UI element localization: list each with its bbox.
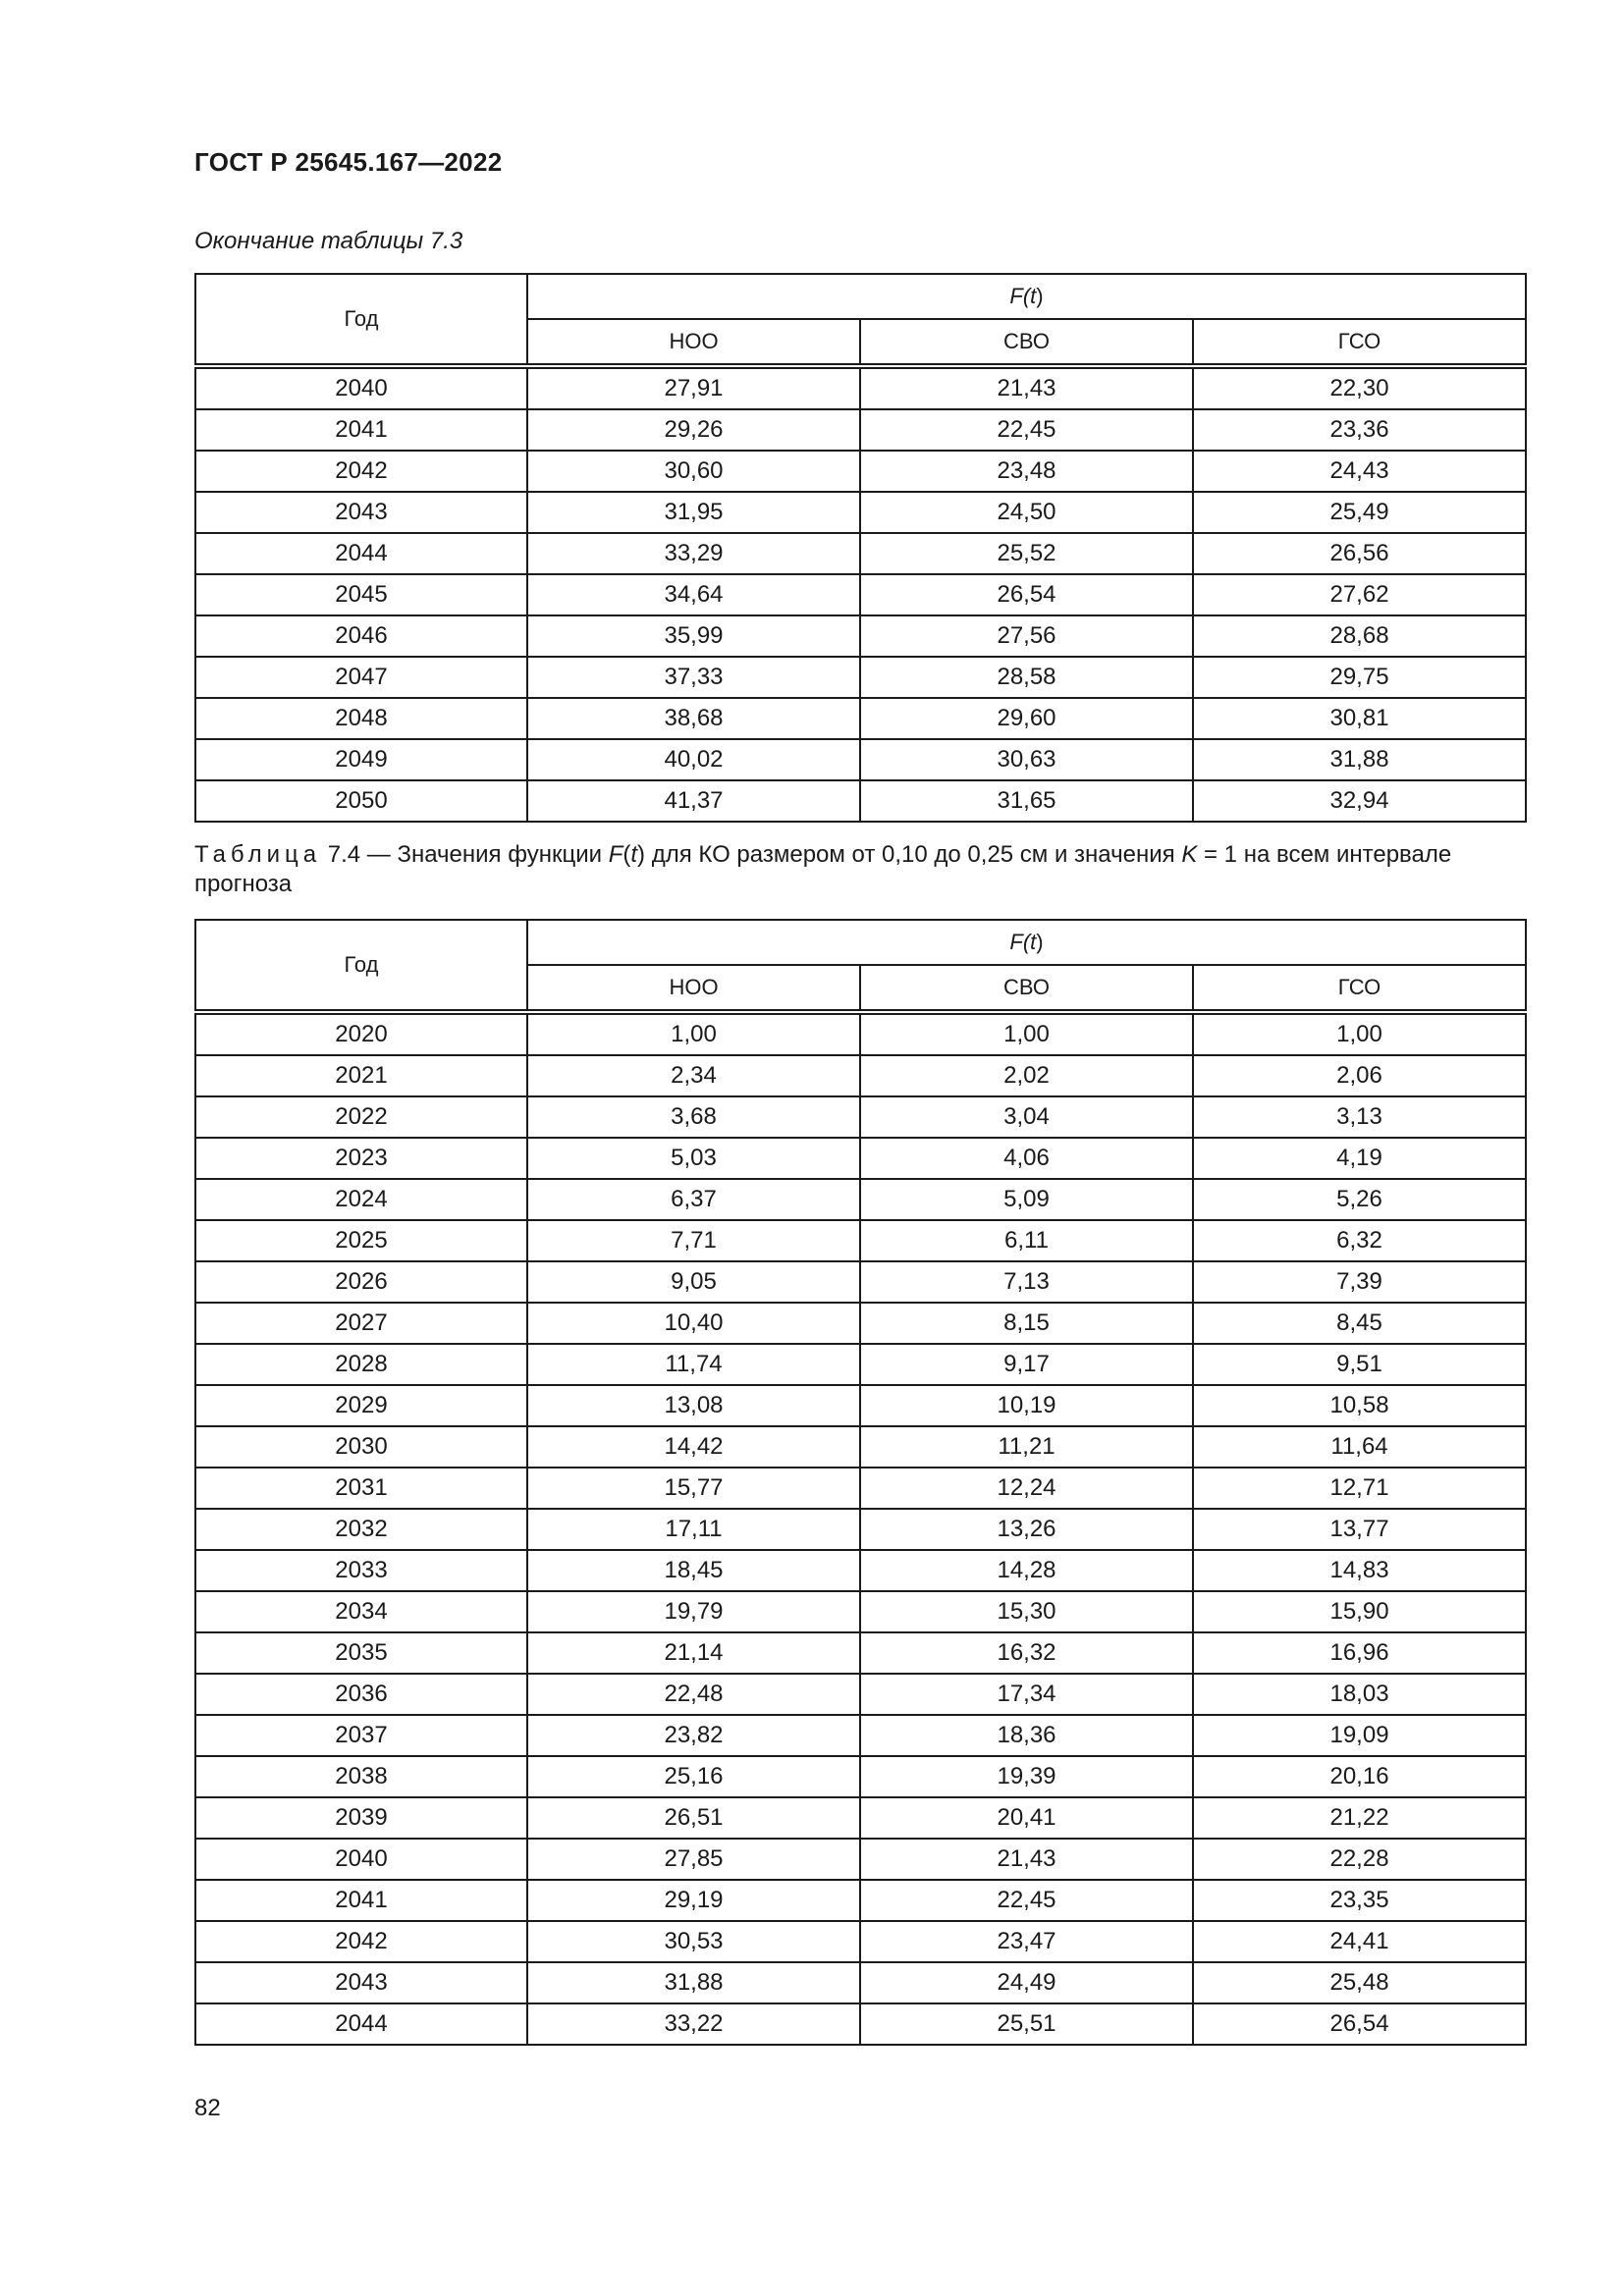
gso-value-cell: 18,03 — [1193, 1674, 1526, 1715]
table-row — [195, 451, 1526, 492]
year-cell: 2044 — [195, 2003, 527, 2045]
svo-value-cell: 26,54 — [860, 574, 1193, 615]
noo-value-cell: 19,79 — [527, 1591, 860, 1632]
year-cell: 2050 — [195, 780, 527, 822]
year-cell: 2036 — [195, 1674, 527, 1715]
svo-value-cell: 2,02 — [860, 1055, 1193, 1096]
table-7-4 — [194, 919, 1527, 2046]
column-header-svo: СВО — [860, 319, 1193, 366]
function-header: F(t) — [527, 920, 1526, 965]
noo-value-cell: 9,05 — [527, 1261, 860, 1303]
gso-value-cell: 25,49 — [1193, 492, 1526, 533]
svo-value-cell: 8,15 — [860, 1303, 1193, 1344]
gso-value-cell: 7,39 — [1193, 1261, 1526, 1303]
svo-value-cell: 14,28 — [860, 1550, 1193, 1591]
table-74-caption: Таблица 7.4 — Значения функции F(t) для КО размером от 0,10 до 0,25 см и значения K = 1 на всем интервале прогноза — [194, 841, 1452, 897]
gso-value-cell: 19,09 — [1193, 1715, 1526, 1756]
noo-value-cell: 34,64 — [527, 574, 860, 615]
noo-value-cell: 17,11 — [527, 1509, 860, 1550]
noo-value-cell: 10,40 — [527, 1303, 860, 1344]
year-column-header: Год — [195, 274, 527, 366]
year-cell: 2031 — [195, 1468, 527, 1509]
year-column-header: Год — [195, 920, 527, 1012]
svo-value-cell: 9,17 — [860, 1344, 1193, 1385]
table-row — [195, 533, 1526, 574]
svo-value-cell: 23,47 — [860, 1921, 1193, 1962]
gso-value-cell: 25,48 — [1193, 1962, 1526, 2003]
gso-value-cell: 24,41 — [1193, 1921, 1526, 1962]
year-cell: 2033 — [195, 1550, 527, 1591]
noo-value-cell: 30,60 — [527, 451, 860, 492]
year-cell: 2030 — [195, 1426, 527, 1468]
gso-value-cell: 16,96 — [1193, 1632, 1526, 1674]
table-row — [195, 698, 1526, 739]
noo-value-cell: 29,19 — [527, 1880, 860, 1921]
table-row — [195, 1055, 1526, 1096]
document-code: ГОСТ Р 25645.167—2022 — [194, 147, 503, 177]
noo-value-cell: 37,33 — [527, 657, 860, 698]
gso-value-cell: 1,00 — [1193, 1012, 1526, 1055]
noo-value-cell: 1,00 — [527, 1012, 860, 1055]
svo-value-cell: 31,65 — [860, 780, 1193, 822]
table-row — [195, 657, 1526, 698]
table-row — [195, 1756, 1526, 1797]
svo-value-cell: 16,32 — [860, 1632, 1193, 1674]
year-cell: 2044 — [195, 533, 527, 574]
gso-value-cell: 3,13 — [1193, 1096, 1526, 1138]
gso-value-cell: 22,30 — [1193, 366, 1526, 409]
svo-value-cell: 21,43 — [860, 366, 1193, 409]
table-row — [195, 615, 1526, 657]
year-cell: 2032 — [195, 1509, 527, 1550]
table-row — [195, 1632, 1526, 1674]
noo-value-cell: 7,71 — [527, 1220, 860, 1261]
gso-value-cell: 13,77 — [1193, 1509, 1526, 1550]
year-cell: 2039 — [195, 1797, 527, 1839]
noo-value-cell: 6,37 — [527, 1179, 860, 1220]
year-cell: 2042 — [195, 1921, 527, 1962]
svo-value-cell: 25,52 — [860, 533, 1193, 574]
gso-value-cell: 20,16 — [1193, 1756, 1526, 1797]
noo-value-cell: 27,91 — [527, 366, 860, 409]
noo-value-cell: 2,34 — [527, 1055, 860, 1096]
gso-value-cell: 23,35 — [1193, 1880, 1526, 1921]
year-cell: 2022 — [195, 1096, 527, 1138]
table-row — [195, 409, 1526, 451]
noo-value-cell: 3,68 — [527, 1096, 860, 1138]
noo-value-cell: 11,74 — [527, 1344, 860, 1385]
year-cell: 2038 — [195, 1756, 527, 1797]
noo-value-cell: 14,42 — [527, 1426, 860, 1468]
year-cell: 2048 — [195, 698, 527, 739]
svo-value-cell: 30,63 — [860, 739, 1193, 780]
svo-value-cell: 13,26 — [860, 1509, 1193, 1550]
table-row — [195, 1138, 1526, 1179]
page-number: 82 — [194, 2095, 221, 2121]
gso-value-cell: 32,94 — [1193, 780, 1526, 822]
noo-value-cell: 25,16 — [527, 1756, 860, 1797]
noo-value-cell: 35,99 — [527, 615, 860, 657]
noo-value-cell: 21,14 — [527, 1632, 860, 1674]
function-header: F(t) — [527, 274, 1526, 319]
svo-value-cell: 11,21 — [860, 1426, 1193, 1468]
table-row — [195, 1344, 1526, 1385]
year-cell: 2040 — [195, 1839, 527, 1880]
table-row — [195, 1012, 1526, 1055]
noo-value-cell: 31,95 — [527, 492, 860, 533]
noo-value-cell: 22,48 — [527, 1674, 860, 1715]
gso-value-cell: 11,64 — [1193, 1426, 1526, 1468]
noo-value-cell: 5,03 — [527, 1138, 860, 1179]
year-cell: 2021 — [195, 1055, 527, 1096]
year-cell: 2034 — [195, 1591, 527, 1632]
gso-value-cell: 4,19 — [1193, 1138, 1526, 1179]
year-cell: 2045 — [195, 574, 527, 615]
table-row — [195, 1715, 1526, 1756]
table-row — [195, 1385, 1526, 1426]
gso-value-cell: 9,51 — [1193, 1344, 1526, 1385]
svo-value-cell: 25,51 — [860, 2003, 1193, 2045]
svo-value-cell: 5,09 — [860, 1179, 1193, 1220]
gso-value-cell: 6,32 — [1193, 1220, 1526, 1261]
noo-value-cell: 40,02 — [527, 739, 860, 780]
noo-value-cell: 30,53 — [527, 1921, 860, 1962]
gso-value-cell: 26,54 — [1193, 2003, 1526, 2045]
year-cell: 2035 — [195, 1632, 527, 1674]
gso-value-cell: 30,81 — [1193, 698, 1526, 739]
table-row — [195, 1220, 1526, 1261]
svo-value-cell: 10,19 — [860, 1385, 1193, 1426]
svo-value-cell: 23,48 — [860, 451, 1193, 492]
year-cell: 2041 — [195, 1880, 527, 1921]
table-row — [195, 1797, 1526, 1839]
table-row — [195, 1426, 1526, 1468]
svo-value-cell: 3,04 — [860, 1096, 1193, 1138]
table-row — [195, 1550, 1526, 1591]
noo-value-cell: 31,88 — [527, 1962, 860, 2003]
year-cell: 2041 — [195, 409, 527, 451]
year-cell: 2029 — [195, 1385, 527, 1426]
noo-value-cell: 13,08 — [527, 1385, 860, 1426]
gso-value-cell: 8,45 — [1193, 1303, 1526, 1344]
gso-value-cell: 10,58 — [1193, 1385, 1526, 1426]
gso-value-cell: 22,28 — [1193, 1839, 1526, 1880]
year-cell: 2046 — [195, 615, 527, 657]
svo-value-cell: 24,49 — [860, 1962, 1193, 2003]
table-row — [195, 1921, 1526, 1962]
year-cell: 2040 — [195, 366, 527, 409]
svo-value-cell: 7,13 — [860, 1261, 1193, 1303]
year-cell: 2025 — [195, 1220, 527, 1261]
gso-value-cell: 14,83 — [1193, 1550, 1526, 1591]
gso-value-cell: 27,62 — [1193, 574, 1526, 615]
column-header-noo: НОО — [527, 319, 860, 366]
svo-value-cell: 6,11 — [860, 1220, 1193, 1261]
gso-value-cell: 26,56 — [1193, 533, 1526, 574]
svo-value-cell: 21,43 — [860, 1839, 1193, 1880]
svo-value-cell: 22,45 — [860, 1880, 1193, 1921]
table-7-3 — [194, 273, 1527, 823]
gso-value-cell: 28,68 — [1193, 615, 1526, 657]
svo-value-cell: 12,24 — [860, 1468, 1193, 1509]
table-row — [195, 1096, 1526, 1138]
svo-value-cell: 29,60 — [860, 698, 1193, 739]
noo-value-cell: 26,51 — [527, 1797, 860, 1839]
svo-value-cell: 22,45 — [860, 409, 1193, 451]
table-row — [195, 1179, 1526, 1220]
table-row — [195, 1880, 1526, 1921]
noo-value-cell: 15,77 — [527, 1468, 860, 1509]
year-cell: 2049 — [195, 739, 527, 780]
noo-value-cell: 38,68 — [527, 698, 860, 739]
gso-value-cell: 5,26 — [1193, 1179, 1526, 1220]
noo-value-cell: 18,45 — [527, 1550, 860, 1591]
table-73-caption: Окончание таблицы 7.3 — [194, 228, 463, 254]
svo-value-cell: 15,30 — [860, 1591, 1193, 1632]
svo-value-cell: 1,00 — [860, 1012, 1193, 1055]
svo-value-cell: 27,56 — [860, 615, 1193, 657]
gso-value-cell: 31,88 — [1193, 739, 1526, 780]
table-row — [195, 1509, 1526, 1550]
table-row — [195, 574, 1526, 615]
table-row — [195, 2003, 1526, 2045]
year-cell: 2024 — [195, 1179, 527, 1220]
svo-value-cell: 17,34 — [860, 1674, 1193, 1715]
table-row — [195, 366, 1526, 409]
table-row — [195, 780, 1526, 822]
gso-value-cell: 2,06 — [1193, 1055, 1526, 1096]
gso-value-cell: 21,22 — [1193, 1797, 1526, 1839]
column-header-gso: ГСО — [1193, 319, 1526, 366]
noo-value-cell: 29,26 — [527, 409, 860, 451]
table-row — [195, 1674, 1526, 1715]
year-cell: 2037 — [195, 1715, 527, 1756]
table-row — [195, 1591, 1526, 1632]
table-row — [195, 1962, 1526, 2003]
column-header-noo: НОО — [527, 965, 860, 1012]
column-header-gso: ГСО — [1193, 965, 1526, 1012]
table-row — [195, 1839, 1526, 1880]
svo-value-cell: 28,58 — [860, 657, 1193, 698]
table-row — [195, 1303, 1526, 1344]
gso-value-cell: 29,75 — [1193, 657, 1526, 698]
year-cell: 2028 — [195, 1344, 527, 1385]
noo-value-cell: 23,82 — [527, 1715, 860, 1756]
year-cell: 2043 — [195, 1962, 527, 2003]
table-word: Таблица — [194, 841, 322, 868]
gso-value-cell: 12,71 — [1193, 1468, 1526, 1509]
year-cell: 2027 — [195, 1303, 527, 1344]
column-header-svo: СВО — [860, 965, 1193, 1012]
table-row — [195, 492, 1526, 533]
svo-value-cell: 19,39 — [860, 1756, 1193, 1797]
svo-value-cell: 18,36 — [860, 1715, 1193, 1756]
gso-value-cell: 15,90 — [1193, 1591, 1526, 1632]
noo-value-cell: 27,85 — [527, 1839, 860, 1880]
svo-value-cell: 24,50 — [860, 492, 1193, 533]
svo-value-cell: 4,06 — [860, 1138, 1193, 1179]
year-cell: 2042 — [195, 451, 527, 492]
year-cell: 2023 — [195, 1138, 527, 1179]
year-cell: 2026 — [195, 1261, 527, 1303]
year-cell: 2043 — [195, 492, 527, 533]
table-row — [195, 1468, 1526, 1509]
table-row — [195, 739, 1526, 780]
gso-value-cell: 24,43 — [1193, 451, 1526, 492]
table-row — [195, 1261, 1526, 1303]
noo-value-cell: 33,22 — [527, 2003, 860, 2045]
svo-value-cell: 20,41 — [860, 1797, 1193, 1839]
gso-value-cell: 23,36 — [1193, 409, 1526, 451]
year-cell: 2047 — [195, 657, 527, 698]
noo-value-cell: 41,37 — [527, 780, 860, 822]
year-cell: 2020 — [195, 1012, 527, 1055]
noo-value-cell: 33,29 — [527, 533, 860, 574]
